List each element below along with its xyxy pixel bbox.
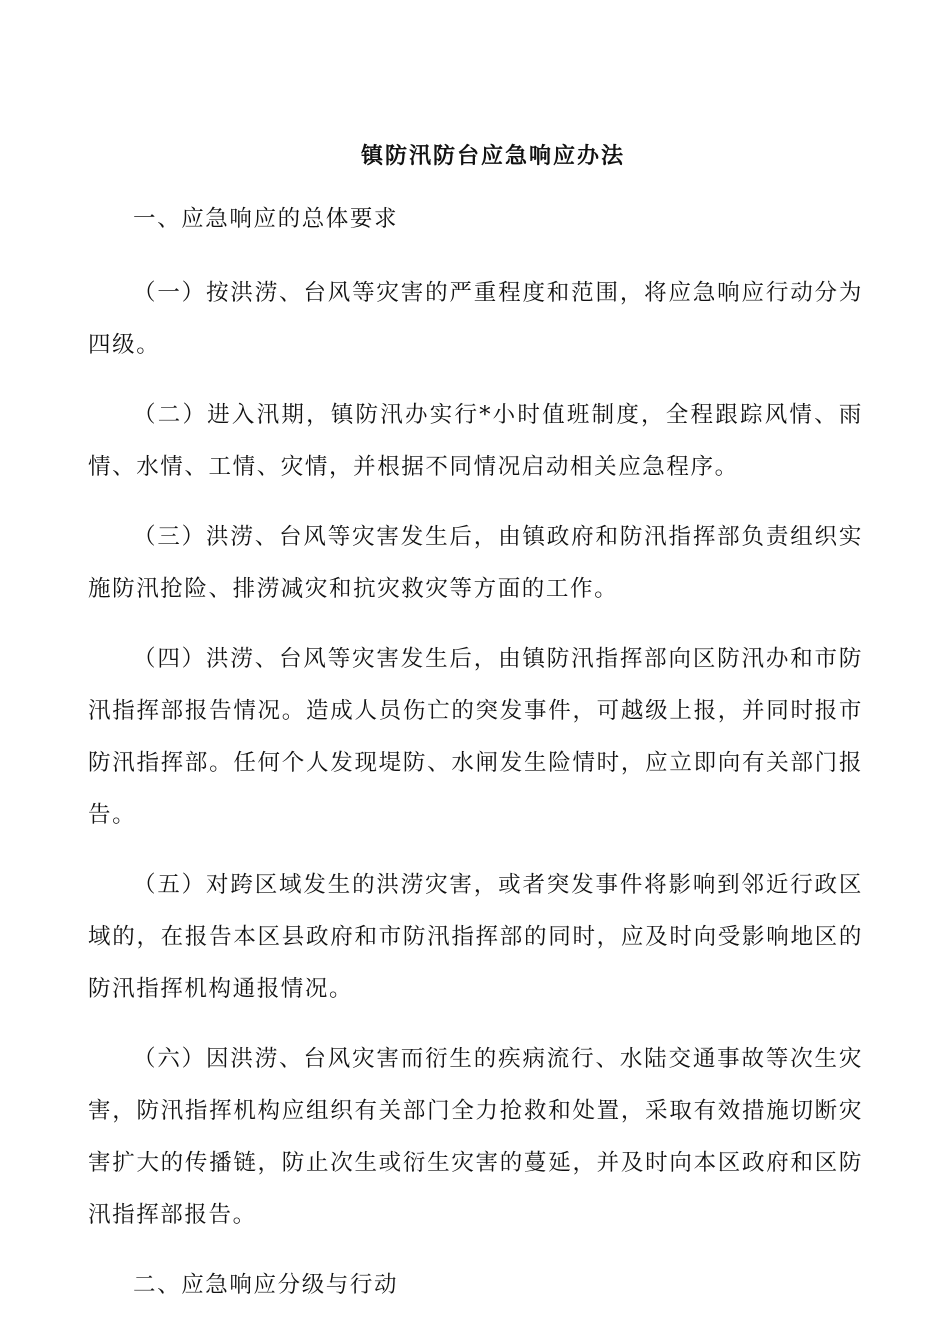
paragraph-1: （一）按洪涝、台风等灾害的严重程度和范围，将应急响应行动分为四级。 (88, 280, 863, 358)
paragraph-4: （四）洪涝、台风等灾害发生后，由镇防汛指挥部向区防汛办和市防汛指挥部报告情况。造成人员伤亡的突发事件，可越级上报，并同时报市防汛指挥部。任何个人发现堤防、水闸发生险情时，应立即向有关部门报告。 (88, 646, 863, 828)
paragraph-3: （三）洪涝、台风等灾害发生后，由镇政府和防汛指挥部负责组织实施防汛抢险、排涝减灾和抗灾救灾等方面的工作。 (88, 524, 863, 602)
paragraph-5: （五）对跨区域发生的洪涝灾害，或者突发事件将影响到邻近行政区域的，在报告本区县政府和市防汛指挥部的同时，应及时向受影响地区的防汛指挥机构通报情况。 (88, 872, 863, 1002)
section-heading-2: 二、应急响应分级与行动 (133, 1272, 399, 1298)
section-heading-1: 一、应急响应的总体要求 (133, 206, 399, 232)
document-title: 镇防汛防台应急响应办法 (360, 144, 625, 169)
paragraph-6: （六）因洪涝、台风灾害而衍生的疾病流行、水陆交通事故等次生灾害，防汛指挥机构应组织有关部门全力抢救和处置，采取有效措施切断灾害扩大的传播链，防止次生或衍生灾害的蔓延，并及时向本区政府和区防汛指挥部报告。 (88, 1046, 863, 1228)
paragraph-2: （二）进入汛期，镇防汛办实行*小时值班制度，全程跟踪风情、雨情、水情、工情、灾情，并根据不同情况启动相关应急程序。 (88, 402, 863, 480)
document-body (88, 193, 863, 1333)
